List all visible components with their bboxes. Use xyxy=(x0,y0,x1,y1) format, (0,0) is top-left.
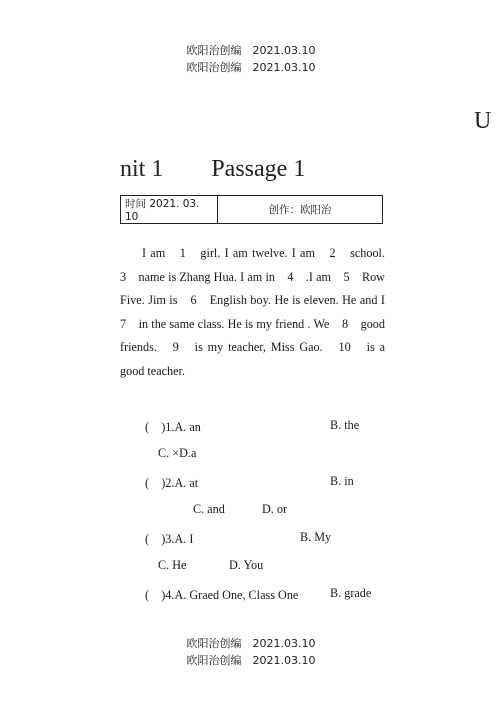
header-line-2: 欧阳治创编 2021.03.10 xyxy=(186,61,316,74)
info-time-cell: 时间 2021. 03. 10 xyxy=(121,196,218,224)
question-1-options-cd: C. ×D.a xyxy=(158,446,197,460)
title-letter-u: U xyxy=(474,108,492,134)
question-2-option-c: C. and xyxy=(193,502,225,516)
question-4-stem: ( )4.A. Graed One, Class One xyxy=(145,588,299,602)
question-4-option-b: B. grade xyxy=(330,586,372,600)
question-2-option-b: B. in xyxy=(330,474,354,488)
question-2-option-d: D. or xyxy=(262,502,288,516)
header-line-1: 欧阳治创编 2021.03.10 xyxy=(186,44,316,57)
question-1-option-b: B. the xyxy=(330,418,360,432)
footer-line-1: 欧阳治创编 2021.03.10 xyxy=(186,637,316,650)
question-2-stem: ( )2.A. at xyxy=(145,476,199,490)
info-table xyxy=(120,195,383,224)
question-3-option-c: C. He xyxy=(158,558,187,572)
info-author-cell: 创作：欧阳治 xyxy=(218,196,383,224)
page-title: nit 1 Passage 1 xyxy=(120,156,306,182)
footer-line-2: 欧阳治创编 2021.03.10 xyxy=(186,654,316,667)
question-3-stem: ( )3.A. I xyxy=(145,532,194,546)
question-1-stem: ( )1.A. an xyxy=(145,420,201,434)
question-3-option-d: D. You xyxy=(229,558,264,572)
passage-text: I am 1 girl. I am twelve. I am 2 school. 3 name is Zhang Hua. I am in 4 .I am 5 Row Five. Jim is 6 English boy. He is eleven. He and I 7 in the same class. He is my friend . We 8 good friends. 9 is my teacher, Miss Gao. 10 is a good teacher. xyxy=(120,246,398,378)
question-3-option-b: B. My xyxy=(300,530,332,544)
